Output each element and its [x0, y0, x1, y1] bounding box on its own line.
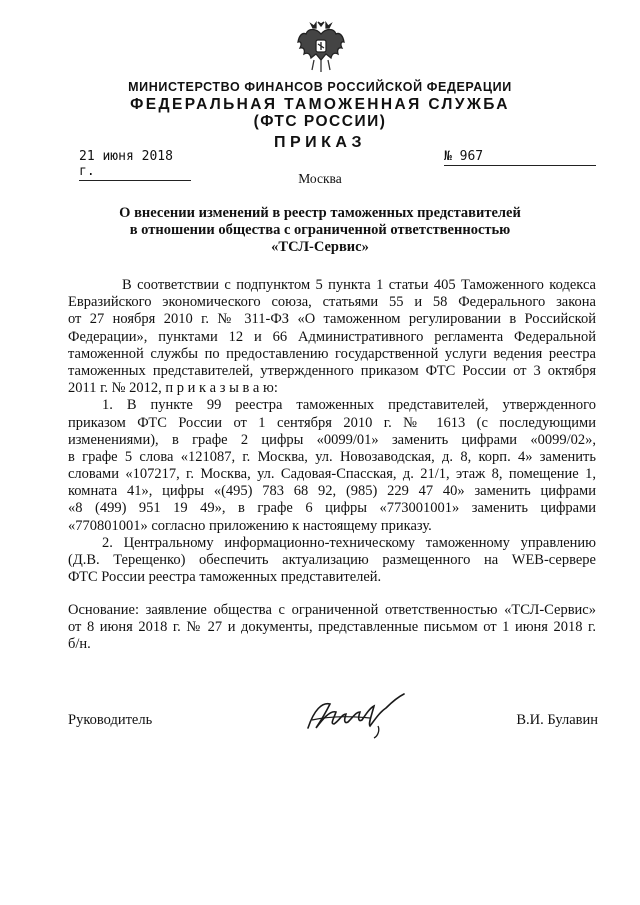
agency-abbreviation: (ФТС РОССИИ) [253, 113, 387, 130]
body-line: В соответствии с подпунктом 5 пункта 1 статьи 405 Таможенного кодекса [122, 277, 596, 293]
body-line: в графе 5 слова «121087, г. Москва, ул. Новозаводская, д. 8, корп. 4» заменить [68, 448, 596, 465]
coat-of-arms-emblem [296, 20, 346, 74]
body-line: словами «107217, г. Москва, ул. Садовая-Спасская, д. 21/1, этаж 8, помещение 1, [68, 466, 596, 483]
title-line: «ТСЛ-Сервис» [271, 239, 369, 255]
body-line: Евразийского экономического союза, статьями 55 и 58 Федерального закона [68, 294, 596, 311]
body-line: «8 (499) 951 19 49», в графе 6 цифры «773001001» заменить цифрами [68, 500, 596, 517]
body-line: 2. Центральному информационно-техническому таможенному управлению [102, 534, 596, 551]
basis-line: б/н. [68, 636, 91, 653]
body-line: приказом ФТС России от 1 сентября 2010 г. № 1613 (с последующими [68, 414, 596, 431]
basis-line: Основание: заявление общества с ограниченной ответственностью «ТСЛ-Сервис» [68, 602, 596, 618]
body-line: комната 41», цифры «(495) 783 68 92, (985) 229 47 40» заменить цифрами [68, 483, 596, 500]
document-title [60, 205, 580, 256]
signatory-role: Руководитель [68, 712, 153, 728]
body-line: таможенных представителей, утвержденного приказом ФТС России от 3 октября [68, 362, 596, 379]
city: Москва [298, 171, 342, 186]
basis-section [68, 602, 596, 654]
agency-name: ФЕДЕРАЛЬНАЯ ТАМОЖЕННАЯ СЛУЖБА [130, 96, 510, 113]
title-line: О внесении изменений в реестр таможенных представителей [119, 205, 521, 221]
body-line: 1. В пункте 99 реестра таможенных представителей, утвержденного [102, 397, 596, 414]
body-line: (Д.В. Терещенко) обеспечить актуализацию размещенного на WEB-сервере [68, 552, 596, 568]
body-line: Федерации», пунктами 12 и 66 Административного регламента Федеральной [68, 328, 596, 345]
handwritten-signature [300, 690, 420, 740]
document-type: ПРИКАЗ [273, 134, 366, 151]
body-line: от 27 ноября 2010 г. № 311-ФЗ «О таможенном регулировании в Российской [68, 311, 596, 328]
body-line: «770801001» согласно приложению к настоящему приказу. [68, 517, 432, 534]
body-line: таможенной службы по предоставлению государственной услуги ведения реестра [68, 345, 596, 362]
order-number: № 967 [444, 149, 596, 166]
body-line: 2011 г. № 2012, п р и к а з ы в а ю: [68, 380, 278, 397]
body-line: ФТС России реестра таможенных представителей. [68, 569, 382, 586]
body-line: изменениями), в графе 2 цифры «0099/01» заменить цифрами «0099/02», [68, 431, 596, 448]
document-body [68, 277, 596, 586]
ministry-name: МИНИСТЕРСТВО ФИНАНСОВ РОССИЙСКОЙ ФЕДЕРАЦИИ [128, 80, 512, 94]
signatory-name: В.И. Булавин [516, 712, 598, 728]
title-line: в отношении общества с ограниченной ответственностью [129, 222, 511, 238]
order-date: 21 июня 2018 г. [79, 149, 191, 181]
basis-line: от 8 июня 2018 г. № 27 и документы, представленные письмом от 1 июня 2018 г. [68, 619, 596, 636]
